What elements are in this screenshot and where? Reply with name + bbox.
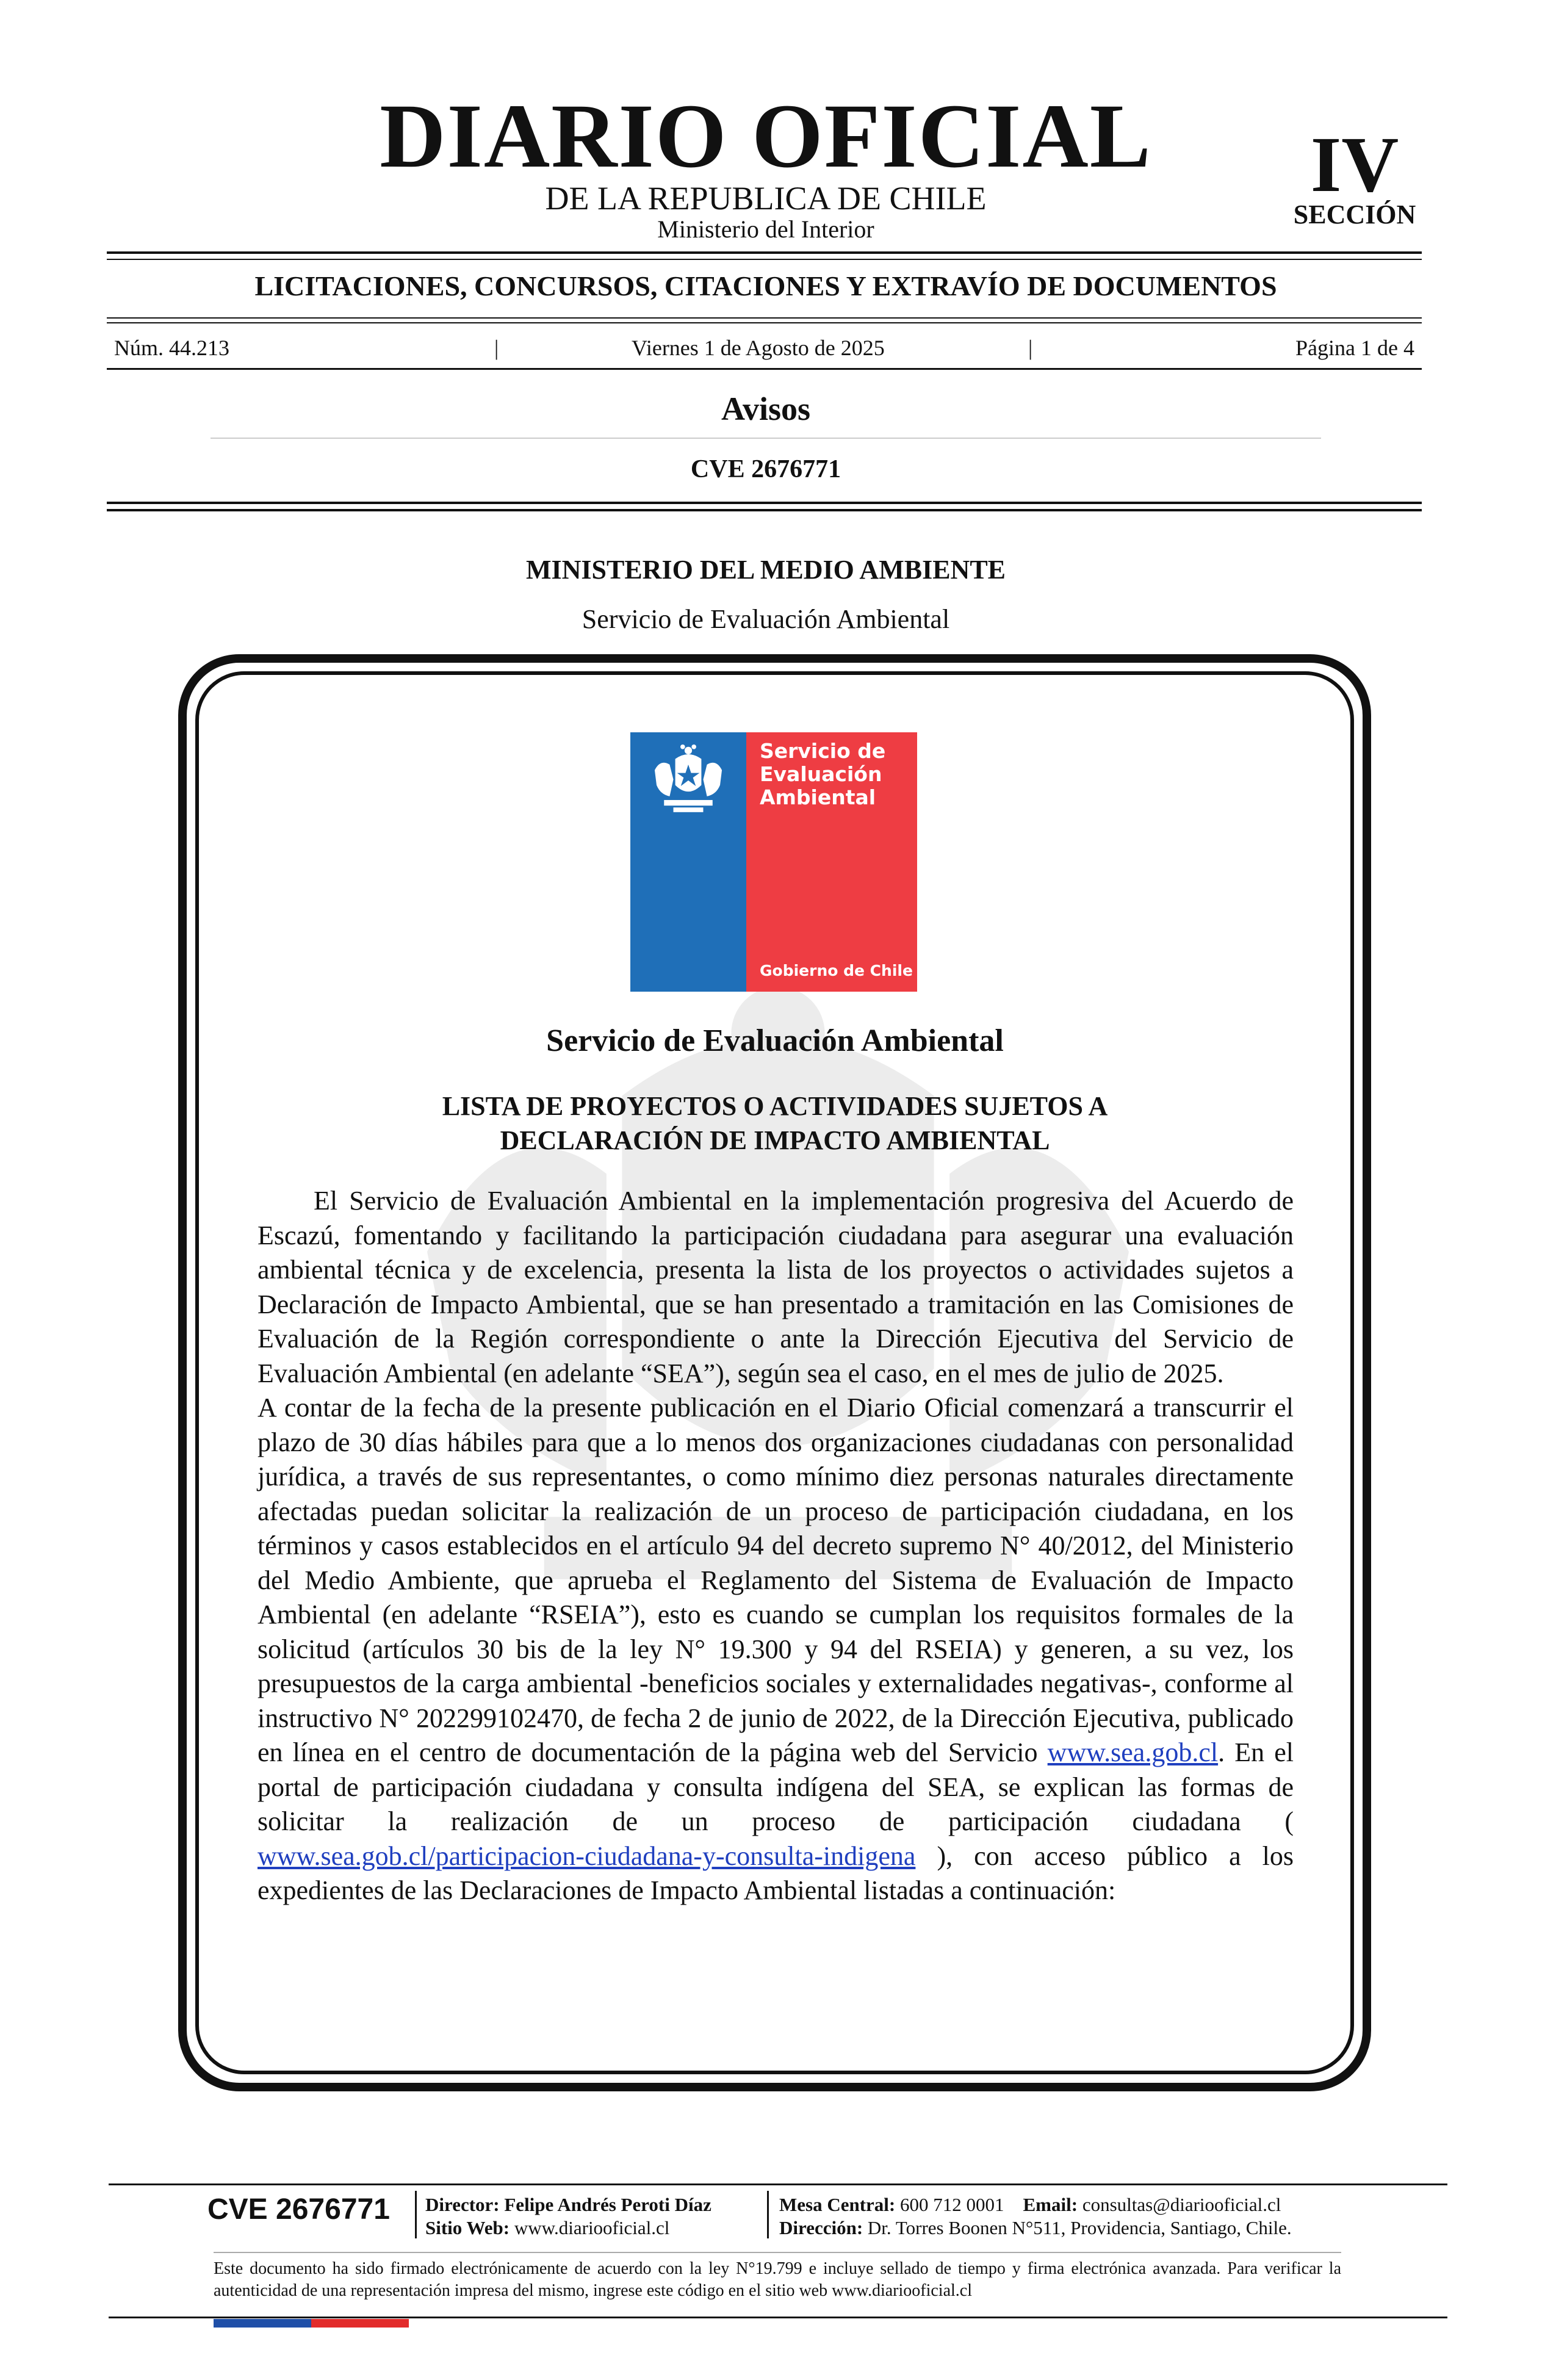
footer-divider <box>415 2191 417 2238</box>
paragraph-text: ), con acceso público a los expedientes de las Declaraciones de Impacto Ambiental listadas a continuación: <box>258 1841 1294 1905</box>
paragraph-text: A contar de la fecha de la presente publicación en el Diario Oficial comenzará a transcurrir el plazo de 30 días hábiles para que a lo menos dos organizaciones ciudadanas con personalidad jurídica, a través de sus representantes, o como mínimo diez personas naturales directamente afectadas puedan solicitar la realización de un proceso de participación ciudadana, en los términos y casos establecidos en el artículo 94 del decreto supremo N° 40/2012, del Ministerio del Medio Ambiente, que aprueba el Reglamento del Sistema de Evaluación de Impacto Ambiental (en adelante “RSEIA”), esto es cuando se cumplan los requisitos formales de la solicitud (artículos 30 bis de la ley N° 19.300 y 94 del RSEIA) y generen, a su vez, los presupuestos de la carga ambiental -beneficios sociales y externalidades negativas-, conforme al instructivo N° 202299102470, de fecha 2 de junio de 2022, de la Dirección Ejecutiva, publicado en línea en el centro de documentación de la página web del Servicio <box>258 1393 1294 1767</box>
flag-stripe-red <box>311 2319 409 2328</box>
email-label: Email: <box>1023 2194 1078 2215</box>
section-numeral: IV <box>1310 121 1399 209</box>
notice-title-line: LISTA DE PROYECTOS O ACTIVIDADES SUJETOS A <box>442 1091 1108 1121</box>
logo-text: Servicio de Evaluación Ambiental <box>760 739 886 809</box>
cve-code: CVE 2676771 <box>690 455 841 483</box>
footer-rule-thin <box>214 2252 1341 2253</box>
category-title: LICITACIONES, CONCURSOS, CITACIONES Y EXTRAVÍO DE DOCUMENTOS <box>254 270 1277 301</box>
notice-paragraph <box>258 1391 1294 1908</box>
issue-rule <box>107 368 1422 370</box>
notice-body <box>258 1184 1294 1908</box>
issue-page: Página 1 de 4 <box>1295 336 1414 360</box>
masthead-title: DIARIO OFICIAL <box>380 85 1152 187</box>
chile-coat-of-arms-icon <box>641 738 735 818</box>
issue-number: Núm. 44.213 <box>114 336 229 360</box>
address-label: Dirección: <box>779 2217 863 2238</box>
sea-website-link[interactable]: www.sea.gob.cl <box>1047 1737 1219 1767</box>
issue-separator: | <box>1028 336 1033 360</box>
section-label: SECCIÓN <box>1293 200 1416 229</box>
footer-divider <box>767 2191 769 2238</box>
footer-contact-block <box>779 2193 1292 2240</box>
sea-logo <box>630 732 917 992</box>
header-bottom-rule-2 <box>107 509 1422 511</box>
masthead-subtitle: DE LA REPUBLICA DE CHILE <box>545 180 987 217</box>
issue-separator: | <box>494 336 499 360</box>
notice-organization: Servicio de Evaluación Ambiental <box>546 1023 1004 1058</box>
website-link[interactable]: www.diariooficial.cl <box>514 2217 670 2238</box>
address-value: Dr. Torres Boonen N°511, Providencia, Santiago, Chile. <box>867 2217 1292 2238</box>
director-name: Felipe Andrés Peroti Díaz <box>504 2194 711 2215</box>
phone-value: 600 712 0001 <box>900 2194 1004 2215</box>
participation-portal-link[interactable]: www.sea.gob.cl/participacion-ciudadana-y-consulta-indigena <box>258 1841 916 1871</box>
header-bottom-rule <box>107 502 1422 504</box>
notice-title <box>0 1089 1550 1158</box>
service-name: Servicio de Evaluación Ambiental <box>582 604 950 634</box>
category-rule <box>107 317 1422 319</box>
paragraph-text: . En el portal de participación ciudadana y consulta indígena del SEA, se explican las formas de solicitar la realización de un proceso de participación ciudadana ( <box>258 1737 1294 1836</box>
footer-cve-code: CVE 2676771 <box>207 2193 390 2226</box>
masthead-ministry: Ministerio del Interior <box>657 215 874 243</box>
website-label: Sitio Web: <box>425 2217 510 2238</box>
category-rule-2 <box>107 322 1422 323</box>
masthead-rule-thin <box>107 259 1422 260</box>
footer-director-block <box>425 2193 711 2240</box>
logo-government-text: Gobierno de Chile <box>760 962 913 979</box>
email-link[interactable]: consultas@diariooficial.cl <box>1082 2194 1281 2215</box>
masthead-rule <box>107 251 1422 254</box>
footer-legal-text: Este documento ha sido firmado electrónicamente de acuerdo con la ley N°19.799 e incluye sellado de tiempo y firma electrónica avanzada. Para verificar la autenticidad de una representación impresa del mismo, ingrese este código en el sitio web www.diariooficial.cl <box>214 2259 1341 2300</box>
footer-rule-bottom <box>109 2317 1447 2318</box>
phone-label: Mesa Central: <box>779 2194 896 2215</box>
section-heading: Avisos <box>721 391 811 427</box>
heading-rule <box>211 438 1321 439</box>
director-label: Director: <box>425 2194 500 2215</box>
flag-stripe-blue <box>214 2319 311 2328</box>
notice-paragraph: El Servicio de Evaluación Ambiental en la implementación progresiva del Acuerdo de Escazú, fomentando y facilitando la participación ciudadana para asegurar una evaluación ambiental técnica y de excelencia, presenta la lista de los proyectos o actividades sujetos a Declaración de Impacto Ambiental, que se han presentado a tramitación en las Comisiones de Evaluación de la Región correspondiente o ante la Dirección Ejecutiva del Servicio de Evaluación Ambiental (en adelante “SEA”), según sea el caso, en el mes de julio de 2025. <box>258 1186 1294 1388</box>
issue-date: Viernes 1 de Agosto de 2025 <box>632 336 885 360</box>
footer-rule <box>109 2183 1447 2185</box>
notice-title-line: DECLARACIÓN DE IMPACTO AMBIENTAL <box>500 1125 1050 1155</box>
issue-bar <box>107 334 1422 361</box>
ministry-name: MINISTERIO DEL MEDIO AMBIENTE <box>525 555 1006 585</box>
